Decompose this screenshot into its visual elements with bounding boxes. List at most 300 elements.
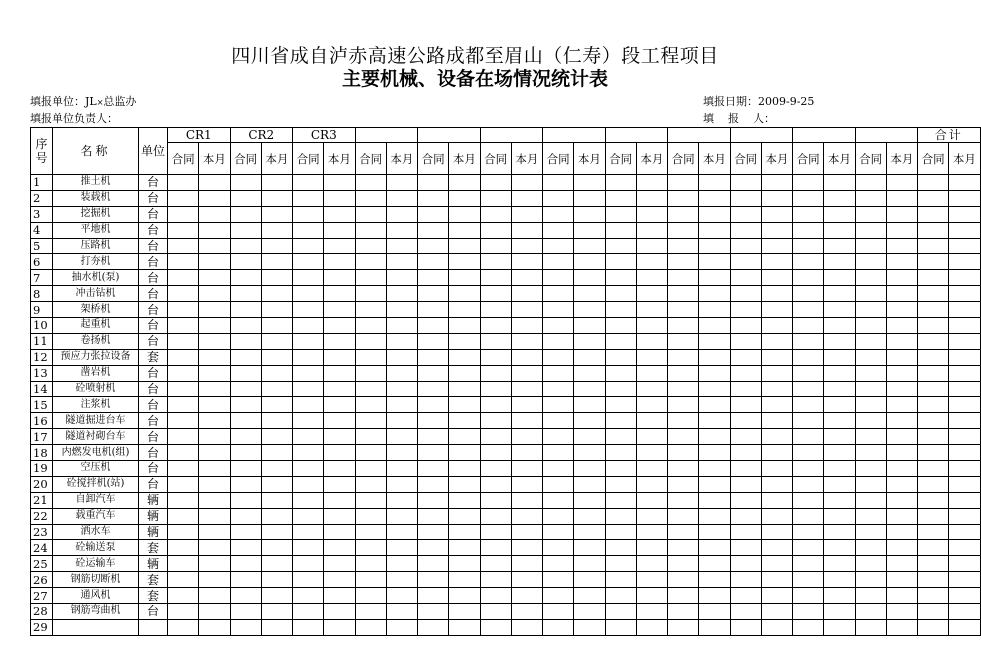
data-cell[interactable] bbox=[543, 349, 574, 365]
data-cell[interactable] bbox=[324, 333, 355, 349]
data-cell[interactable] bbox=[199, 270, 230, 286]
data-cell[interactable] bbox=[543, 413, 574, 429]
data-cell[interactable] bbox=[949, 175, 980, 191]
data-cell[interactable] bbox=[949, 397, 980, 413]
data-cell[interactable] bbox=[355, 206, 386, 222]
data-cell[interactable] bbox=[574, 429, 605, 445]
data-cell[interactable] bbox=[168, 175, 199, 191]
data-cell[interactable] bbox=[824, 222, 855, 238]
data-cell[interactable] bbox=[199, 222, 230, 238]
data-cell[interactable] bbox=[386, 175, 417, 191]
data-cell[interactable] bbox=[355, 429, 386, 445]
data-cell[interactable] bbox=[386, 206, 417, 222]
data-cell[interactable] bbox=[543, 286, 574, 302]
data-cell[interactable] bbox=[418, 508, 449, 524]
data-cell[interactable] bbox=[355, 333, 386, 349]
data-cell[interactable] bbox=[543, 175, 574, 191]
data-cell[interactable] bbox=[574, 508, 605, 524]
data-cell[interactable] bbox=[855, 206, 886, 222]
data-cell[interactable] bbox=[699, 270, 730, 286]
data-cell[interactable] bbox=[480, 238, 511, 254]
data-cell[interactable] bbox=[324, 540, 355, 556]
data-cell[interactable] bbox=[324, 445, 355, 461]
data-cell[interactable] bbox=[230, 270, 261, 286]
data-cell[interactable] bbox=[605, 445, 636, 461]
data-cell[interactable] bbox=[918, 365, 949, 381]
data-cell[interactable] bbox=[574, 222, 605, 238]
data-cell[interactable] bbox=[761, 588, 792, 604]
data-cell[interactable] bbox=[668, 429, 699, 445]
data-cell[interactable] bbox=[730, 175, 761, 191]
data-cell[interactable] bbox=[199, 429, 230, 445]
data-cell[interactable] bbox=[699, 572, 730, 588]
data-cell[interactable] bbox=[574, 476, 605, 492]
data-cell[interactable] bbox=[730, 524, 761, 540]
data-cell[interactable] bbox=[199, 524, 230, 540]
data-cell[interactable] bbox=[668, 302, 699, 318]
data-cell[interactable] bbox=[324, 604, 355, 620]
data-cell[interactable] bbox=[574, 619, 605, 635]
data-cell[interactable] bbox=[449, 429, 480, 445]
data-cell[interactable] bbox=[855, 302, 886, 318]
data-cell[interactable] bbox=[855, 572, 886, 588]
data-cell[interactable] bbox=[355, 572, 386, 588]
data-cell[interactable] bbox=[918, 508, 949, 524]
data-cell[interactable] bbox=[886, 254, 917, 270]
data-cell[interactable] bbox=[668, 190, 699, 206]
data-cell[interactable] bbox=[918, 556, 949, 572]
data-cell[interactable] bbox=[761, 445, 792, 461]
data-cell[interactable] bbox=[449, 604, 480, 620]
data-cell[interactable] bbox=[730, 238, 761, 254]
data-cell[interactable] bbox=[699, 365, 730, 381]
data-cell[interactable] bbox=[730, 270, 761, 286]
data-cell[interactable] bbox=[605, 492, 636, 508]
data-cell[interactable] bbox=[261, 619, 292, 635]
data-cell[interactable] bbox=[418, 572, 449, 588]
data-cell[interactable] bbox=[886, 397, 917, 413]
data-cell[interactable] bbox=[230, 476, 261, 492]
data-cell[interactable] bbox=[324, 476, 355, 492]
data-cell[interactable] bbox=[230, 318, 261, 334]
data-cell[interactable] bbox=[636, 397, 667, 413]
data-cell[interactable] bbox=[230, 572, 261, 588]
data-cell[interactable] bbox=[293, 349, 324, 365]
data-cell[interactable] bbox=[605, 604, 636, 620]
data-cell[interactable] bbox=[480, 588, 511, 604]
data-cell[interactable] bbox=[418, 222, 449, 238]
data-cell[interactable] bbox=[199, 476, 230, 492]
data-cell[interactable] bbox=[824, 302, 855, 318]
data-cell[interactable] bbox=[886, 429, 917, 445]
data-cell[interactable] bbox=[293, 556, 324, 572]
data-cell[interactable] bbox=[918, 286, 949, 302]
data-cell[interactable] bbox=[293, 540, 324, 556]
data-cell[interactable] bbox=[449, 572, 480, 588]
data-cell[interactable] bbox=[668, 556, 699, 572]
data-cell[interactable] bbox=[918, 175, 949, 191]
data-cell[interactable] bbox=[418, 349, 449, 365]
data-cell[interactable] bbox=[324, 270, 355, 286]
data-cell[interactable] bbox=[199, 381, 230, 397]
data-cell[interactable] bbox=[511, 413, 542, 429]
data-cell[interactable] bbox=[480, 318, 511, 334]
data-cell[interactable] bbox=[699, 222, 730, 238]
data-cell[interactable] bbox=[668, 476, 699, 492]
data-cell[interactable] bbox=[480, 302, 511, 318]
data-cell[interactable] bbox=[761, 476, 792, 492]
data-cell[interactable] bbox=[230, 222, 261, 238]
data-cell[interactable] bbox=[574, 302, 605, 318]
data-cell[interactable] bbox=[511, 556, 542, 572]
data-cell[interactable] bbox=[699, 588, 730, 604]
data-cell[interactable] bbox=[730, 365, 761, 381]
data-cell[interactable] bbox=[324, 508, 355, 524]
data-cell[interactable] bbox=[636, 270, 667, 286]
data-cell[interactable] bbox=[636, 572, 667, 588]
data-cell[interactable] bbox=[668, 413, 699, 429]
data-cell[interactable] bbox=[605, 286, 636, 302]
data-cell[interactable] bbox=[449, 286, 480, 302]
data-cell[interactable] bbox=[199, 588, 230, 604]
data-cell[interactable] bbox=[793, 190, 824, 206]
data-cell[interactable] bbox=[386, 619, 417, 635]
data-cell[interactable] bbox=[511, 238, 542, 254]
data-cell[interactable] bbox=[668, 254, 699, 270]
data-cell[interactable] bbox=[480, 413, 511, 429]
data-cell[interactable] bbox=[324, 588, 355, 604]
data-cell[interactable] bbox=[168, 524, 199, 540]
data-cell[interactable] bbox=[668, 492, 699, 508]
data-cell[interactable] bbox=[386, 270, 417, 286]
data-cell[interactable] bbox=[168, 508, 199, 524]
data-cell[interactable] bbox=[855, 349, 886, 365]
data-cell[interactable] bbox=[293, 413, 324, 429]
data-cell[interactable] bbox=[168, 429, 199, 445]
data-cell[interactable] bbox=[761, 222, 792, 238]
data-cell[interactable] bbox=[886, 302, 917, 318]
data-cell[interactable] bbox=[761, 175, 792, 191]
data-cell[interactable] bbox=[449, 556, 480, 572]
data-cell[interactable] bbox=[168, 222, 199, 238]
data-cell[interactable] bbox=[855, 476, 886, 492]
data-cell[interactable] bbox=[574, 524, 605, 540]
data-cell[interactable] bbox=[605, 222, 636, 238]
data-cell[interactable] bbox=[668, 238, 699, 254]
data-cell[interactable] bbox=[543, 540, 574, 556]
data-cell[interactable] bbox=[261, 318, 292, 334]
data-cell[interactable] bbox=[886, 190, 917, 206]
data-cell[interactable] bbox=[386, 492, 417, 508]
data-cell[interactable] bbox=[824, 365, 855, 381]
data-cell[interactable] bbox=[918, 445, 949, 461]
data-cell[interactable] bbox=[449, 190, 480, 206]
data-cell[interactable] bbox=[949, 206, 980, 222]
data-cell[interactable] bbox=[386, 238, 417, 254]
data-cell[interactable] bbox=[730, 302, 761, 318]
data-cell[interactable] bbox=[168, 206, 199, 222]
data-cell[interactable] bbox=[386, 318, 417, 334]
data-cell[interactable] bbox=[355, 286, 386, 302]
data-cell[interactable] bbox=[480, 270, 511, 286]
data-cell[interactable] bbox=[168, 413, 199, 429]
data-cell[interactable] bbox=[261, 302, 292, 318]
data-cell[interactable] bbox=[449, 461, 480, 477]
data-cell[interactable] bbox=[199, 238, 230, 254]
data-cell[interactable] bbox=[824, 349, 855, 365]
data-cell[interactable] bbox=[261, 175, 292, 191]
data-cell[interactable] bbox=[793, 413, 824, 429]
data-cell[interactable] bbox=[324, 524, 355, 540]
data-cell[interactable] bbox=[730, 381, 761, 397]
data-cell[interactable] bbox=[574, 175, 605, 191]
data-cell[interactable] bbox=[636, 588, 667, 604]
data-cell[interactable] bbox=[543, 461, 574, 477]
data-cell[interactable] bbox=[730, 461, 761, 477]
data-cell[interactable] bbox=[855, 254, 886, 270]
data-cell[interactable] bbox=[574, 349, 605, 365]
data-cell[interactable] bbox=[386, 413, 417, 429]
data-cell[interactable] bbox=[449, 492, 480, 508]
data-cell[interactable] bbox=[543, 318, 574, 334]
data-cell[interactable] bbox=[199, 492, 230, 508]
data-cell[interactable] bbox=[793, 222, 824, 238]
data-cell[interactable] bbox=[355, 349, 386, 365]
data-cell[interactable] bbox=[418, 302, 449, 318]
data-cell[interactable] bbox=[793, 175, 824, 191]
data-cell[interactable] bbox=[730, 429, 761, 445]
data-cell[interactable] bbox=[793, 333, 824, 349]
data-cell[interactable] bbox=[668, 270, 699, 286]
data-cell[interactable] bbox=[949, 413, 980, 429]
data-cell[interactable] bbox=[730, 222, 761, 238]
data-cell[interactable] bbox=[793, 381, 824, 397]
data-cell[interactable] bbox=[199, 254, 230, 270]
data-cell[interactable] bbox=[293, 190, 324, 206]
data-cell[interactable] bbox=[480, 604, 511, 620]
data-cell[interactable] bbox=[949, 524, 980, 540]
data-cell[interactable] bbox=[574, 333, 605, 349]
data-cell[interactable] bbox=[293, 588, 324, 604]
data-cell[interactable] bbox=[324, 206, 355, 222]
data-cell[interactable] bbox=[230, 524, 261, 540]
data-cell[interactable] bbox=[793, 397, 824, 413]
data-cell[interactable] bbox=[574, 318, 605, 334]
data-cell[interactable] bbox=[668, 508, 699, 524]
data-cell[interactable] bbox=[918, 318, 949, 334]
data-cell[interactable] bbox=[199, 365, 230, 381]
data-cell[interactable] bbox=[668, 286, 699, 302]
data-cell[interactable] bbox=[668, 175, 699, 191]
data-cell[interactable] bbox=[355, 604, 386, 620]
data-cell[interactable] bbox=[730, 254, 761, 270]
data-cell[interactable] bbox=[293, 222, 324, 238]
data-cell[interactable] bbox=[761, 206, 792, 222]
data-cell[interactable] bbox=[949, 302, 980, 318]
data-cell[interactable] bbox=[480, 349, 511, 365]
data-cell[interactable] bbox=[855, 604, 886, 620]
data-cell[interactable] bbox=[793, 429, 824, 445]
data-cell[interactable] bbox=[699, 349, 730, 365]
data-cell[interactable] bbox=[324, 254, 355, 270]
data-cell[interactable] bbox=[511, 349, 542, 365]
data-cell[interactable] bbox=[730, 397, 761, 413]
data-cell[interactable] bbox=[386, 222, 417, 238]
data-cell[interactable] bbox=[293, 461, 324, 477]
data-cell[interactable] bbox=[355, 190, 386, 206]
data-cell[interactable] bbox=[261, 365, 292, 381]
data-cell[interactable] bbox=[199, 175, 230, 191]
data-cell[interactable] bbox=[480, 190, 511, 206]
data-cell[interactable] bbox=[793, 492, 824, 508]
data-cell[interactable] bbox=[168, 556, 199, 572]
data-cell[interactable] bbox=[824, 238, 855, 254]
data-cell[interactable] bbox=[636, 476, 667, 492]
data-cell[interactable] bbox=[918, 302, 949, 318]
data-cell[interactable] bbox=[418, 175, 449, 191]
data-cell[interactable] bbox=[480, 572, 511, 588]
data-cell[interactable] bbox=[574, 397, 605, 413]
data-cell[interactable] bbox=[699, 604, 730, 620]
data-cell[interactable] bbox=[511, 302, 542, 318]
data-cell[interactable] bbox=[543, 429, 574, 445]
data-cell[interactable] bbox=[449, 540, 480, 556]
data-cell[interactable] bbox=[699, 540, 730, 556]
data-cell[interactable] bbox=[261, 588, 292, 604]
data-cell[interactable] bbox=[418, 381, 449, 397]
data-cell[interactable] bbox=[605, 429, 636, 445]
data-cell[interactable] bbox=[636, 429, 667, 445]
data-cell[interactable] bbox=[261, 604, 292, 620]
data-cell[interactable] bbox=[168, 461, 199, 477]
data-cell[interactable] bbox=[605, 333, 636, 349]
data-cell[interactable] bbox=[261, 540, 292, 556]
data-cell[interactable] bbox=[543, 524, 574, 540]
data-cell[interactable] bbox=[855, 318, 886, 334]
data-cell[interactable] bbox=[761, 349, 792, 365]
data-cell[interactable] bbox=[293, 572, 324, 588]
data-cell[interactable] bbox=[511, 429, 542, 445]
data-cell[interactable] bbox=[824, 190, 855, 206]
data-cell[interactable] bbox=[824, 270, 855, 286]
data-cell[interactable] bbox=[480, 619, 511, 635]
data-cell[interactable] bbox=[886, 318, 917, 334]
data-cell[interactable] bbox=[574, 254, 605, 270]
data-cell[interactable] bbox=[511, 445, 542, 461]
data-cell[interactable] bbox=[793, 619, 824, 635]
data-cell[interactable] bbox=[886, 619, 917, 635]
data-cell[interactable] bbox=[699, 333, 730, 349]
data-cell[interactable] bbox=[418, 254, 449, 270]
data-cell[interactable] bbox=[543, 619, 574, 635]
data-cell[interactable] bbox=[386, 190, 417, 206]
data-cell[interactable] bbox=[793, 270, 824, 286]
data-cell[interactable] bbox=[824, 381, 855, 397]
data-cell[interactable] bbox=[293, 333, 324, 349]
data-cell[interactable] bbox=[449, 238, 480, 254]
data-cell[interactable] bbox=[230, 238, 261, 254]
data-cell[interactable] bbox=[293, 524, 324, 540]
data-cell[interactable] bbox=[293, 445, 324, 461]
data-cell[interactable] bbox=[730, 508, 761, 524]
data-cell[interactable] bbox=[324, 381, 355, 397]
data-cell[interactable] bbox=[855, 270, 886, 286]
data-cell[interactable] bbox=[949, 556, 980, 572]
data-cell[interactable] bbox=[293, 175, 324, 191]
data-cell[interactable] bbox=[730, 206, 761, 222]
data-cell[interactable] bbox=[918, 476, 949, 492]
data-cell[interactable] bbox=[261, 572, 292, 588]
data-cell[interactable] bbox=[855, 397, 886, 413]
data-cell[interactable] bbox=[918, 397, 949, 413]
data-cell[interactable] bbox=[543, 572, 574, 588]
data-cell[interactable] bbox=[855, 429, 886, 445]
data-cell[interactable] bbox=[855, 381, 886, 397]
data-cell[interactable] bbox=[918, 190, 949, 206]
data-cell[interactable] bbox=[918, 619, 949, 635]
data-cell[interactable] bbox=[636, 492, 667, 508]
data-cell[interactable] bbox=[668, 604, 699, 620]
data-cell[interactable] bbox=[668, 445, 699, 461]
data-cell[interactable] bbox=[418, 619, 449, 635]
data-cell[interactable] bbox=[574, 604, 605, 620]
data-cell[interactable] bbox=[230, 556, 261, 572]
data-cell[interactable] bbox=[449, 397, 480, 413]
data-cell[interactable] bbox=[605, 540, 636, 556]
data-cell[interactable] bbox=[355, 365, 386, 381]
data-cell[interactable] bbox=[418, 397, 449, 413]
data-cell[interactable] bbox=[355, 540, 386, 556]
data-cell[interactable] bbox=[824, 445, 855, 461]
data-cell[interactable] bbox=[668, 540, 699, 556]
data-cell[interactable] bbox=[949, 381, 980, 397]
data-cell[interactable] bbox=[386, 381, 417, 397]
data-cell[interactable] bbox=[324, 397, 355, 413]
data-cell[interactable] bbox=[668, 572, 699, 588]
data-cell[interactable] bbox=[543, 270, 574, 286]
data-cell[interactable] bbox=[324, 349, 355, 365]
data-cell[interactable] bbox=[230, 381, 261, 397]
data-cell[interactable] bbox=[605, 175, 636, 191]
data-cell[interactable] bbox=[418, 524, 449, 540]
data-cell[interactable] bbox=[543, 556, 574, 572]
data-cell[interactable] bbox=[511, 461, 542, 477]
data-cell[interactable] bbox=[480, 222, 511, 238]
data-cell[interactable] bbox=[855, 540, 886, 556]
data-cell[interactable] bbox=[668, 222, 699, 238]
data-cell[interactable] bbox=[699, 508, 730, 524]
data-cell[interactable] bbox=[918, 254, 949, 270]
data-cell[interactable] bbox=[824, 397, 855, 413]
data-cell[interactable] bbox=[480, 381, 511, 397]
data-cell[interactable] bbox=[449, 381, 480, 397]
data-cell[interactable] bbox=[886, 540, 917, 556]
data-cell[interactable] bbox=[355, 270, 386, 286]
data-cell[interactable] bbox=[793, 206, 824, 222]
data-cell[interactable] bbox=[418, 492, 449, 508]
data-cell[interactable] bbox=[168, 254, 199, 270]
data-cell[interactable] bbox=[699, 413, 730, 429]
data-cell[interactable] bbox=[668, 381, 699, 397]
data-cell[interactable] bbox=[480, 476, 511, 492]
data-cell[interactable] bbox=[855, 238, 886, 254]
data-cell[interactable] bbox=[949, 572, 980, 588]
data-cell[interactable] bbox=[918, 270, 949, 286]
data-cell[interactable] bbox=[699, 476, 730, 492]
data-cell[interactable] bbox=[949, 190, 980, 206]
data-cell[interactable] bbox=[824, 572, 855, 588]
data-cell[interactable] bbox=[574, 588, 605, 604]
